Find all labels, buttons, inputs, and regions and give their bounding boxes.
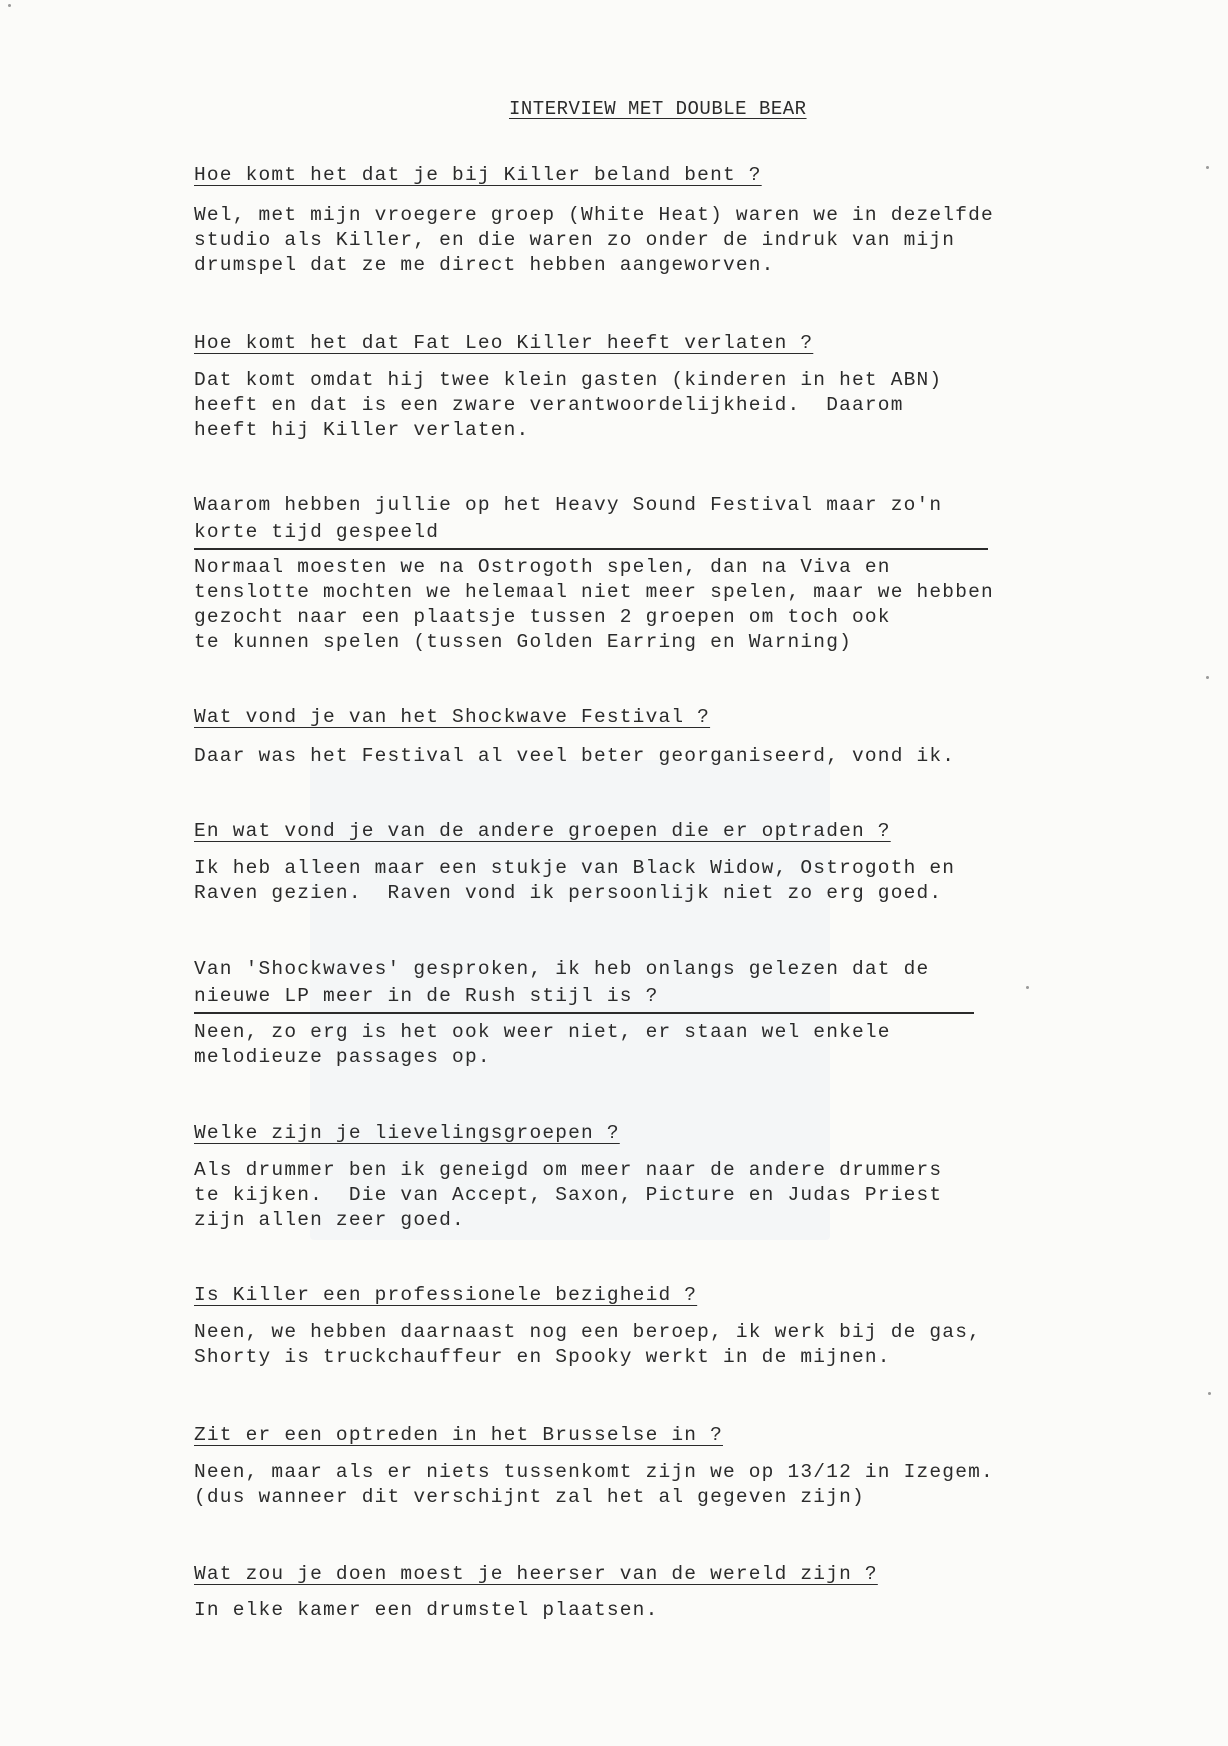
paper-speck (1208, 1392, 1211, 1395)
answer-8-line-1: Neen, we hebben daarnaast nog een beroep, ik werk bij de gas, (194, 1321, 982, 1343)
answer-9-line-1: Neen, maar als er niets tussenkomt zijn we op 13/12 in Izegem. (194, 1461, 994, 1483)
answer-3-line-4: te kunnen spelen (tussen Golden Earring en Warning) (194, 631, 852, 653)
question-3-line-2: korte tijd gespeeld (194, 519, 988, 550)
question-7: Welke zijn je lievelingsgroepen ? (194, 1122, 620, 1144)
paper-speck (1206, 166, 1209, 169)
paper-speck (1026, 986, 1029, 989)
answer-2-line-1: Dat komt omdat hij twee klein gasten (kinderen in het ABN) (194, 369, 943, 391)
answer-3-line-1: Normaal moesten we na Ostrogoth spelen, dan na Viva en (194, 556, 891, 578)
answer-2-line-2: heeft en dat is een zware verantwoordelijkheid. Daarom (194, 394, 904, 416)
answer-7-line-2: te kijken. Die van Accept, Saxon, Picture en Judas Priest (194, 1184, 943, 1206)
answer-1-line-3: drumspel dat ze me direct hebben aangeworven. (194, 254, 775, 276)
answer-6-line-2: melodieuze passages op. (194, 1046, 491, 1068)
answer-10-line-1: In elke kamer een drumstel plaatsen. (194, 1599, 659, 1621)
question-3-line-1: Waarom hebben jullie op het Heavy Sound Festival maar zo'n (194, 494, 943, 516)
question-5: En wat vond je van de andere groepen die er optraden ? (194, 820, 891, 842)
answer-7-line-1: Als drummer ben ik geneigd om meer naar de andere drummers (194, 1159, 943, 1181)
answer-1-line-2: studio als Killer, en die waren zo onder de indruk van mijn (194, 229, 956, 251)
answer-5-line-1: Ik heb alleen maar een stukje van Black Widow, Ostrogoth en (194, 857, 956, 879)
answer-3-line-3: gezocht naar een plaatsje tussen 2 groepen om toch ook (194, 606, 891, 628)
answer-5-line-2: Raven gezien. Raven vond ik persoonlijk niet zo erg goed. (194, 882, 943, 904)
question-1: Hoe komt het dat je bij Killer beland bent ? (194, 164, 762, 186)
answer-9-line-2: (dus wanneer dit verschijnt zal het al gegeven zijn) (194, 1486, 865, 1508)
page-title: INTERVIEW MET DOUBLE BEAR (509, 98, 807, 120)
paper-speck (1206, 676, 1209, 679)
question-9: Zit er een optreden in het Brusselse in ? (194, 1424, 723, 1446)
question-4: Wat vond je van het Shockwave Festival ? (194, 706, 711, 728)
question-10: Wat zou je doen moest je heerser van de wereld zijn ? (194, 1563, 878, 1585)
answer-8-line-2: Shorty is truckchauffeur en Spooky werkt in de mijnen. (194, 1346, 891, 1368)
question-2: Hoe komt het dat Fat Leo Killer heeft verlaten ? (194, 332, 814, 354)
answer-7-line-3: zijn allen zeer goed. (194, 1209, 465, 1231)
answer-3-line-2: tenslotte mochten we helemaal niet meer spelen, maar we hebben (194, 581, 994, 603)
answer-2-line-3: heeft hij Killer verlaten. (194, 419, 530, 441)
answer-1-line-1: Wel, met mijn vroegere groep (White Heat) waren we in dezelfde (194, 204, 994, 226)
answer-6-line-1: Neen, zo erg is het ook weer niet, er staan wel enkele (194, 1021, 891, 1043)
question-8: Is Killer een professionele bezigheid ? (194, 1284, 698, 1306)
answer-4-line-1: Daar was het Festival al veel beter georganiseerd, vond ik. (194, 745, 956, 767)
question-6-line-1: Van 'Shockwaves' gesproken, ik heb onlangs gelezen dat de (194, 958, 930, 980)
question-6-line-2: nieuwe LP meer in de Rush stijl is ? (194, 983, 974, 1014)
paper-speck (8, 4, 11, 7)
